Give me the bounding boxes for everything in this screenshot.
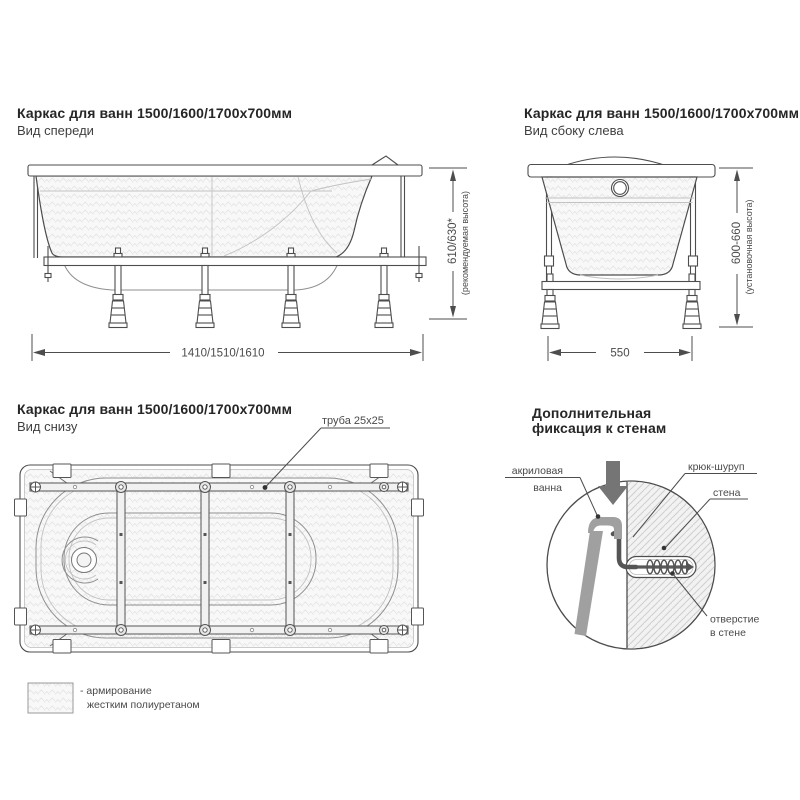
front-width-dimension xyxy=(32,334,423,361)
side-view-subtitle: Вид сбоку слева xyxy=(524,123,624,138)
front-legs xyxy=(109,266,393,328)
side-height-dimension xyxy=(719,168,754,327)
hole-label-line1: отверстие xyxy=(710,613,760,626)
fixation-title-line2: фиксация к стенам xyxy=(532,420,667,436)
bottom-view-title: Каркас для ванн 1500/1600/1700x700мм xyxy=(17,401,293,417)
legend xyxy=(28,683,200,713)
side-legs xyxy=(541,290,701,329)
front-height-dimension xyxy=(429,168,470,319)
front-headrest-bump xyxy=(372,156,398,165)
side-rim xyxy=(528,165,715,178)
front-view-title: Каркас для ванн 1500/1600/1700x700мм xyxy=(17,105,293,121)
hook-label: крюк-шуруп xyxy=(688,461,745,473)
side-height-dimension-text: 600-660 xyxy=(731,221,743,265)
bottom-view-subtitle: Вид снизу xyxy=(17,419,78,434)
front-height-dimension-text: 610/630* xyxy=(447,217,459,265)
front-rim xyxy=(28,165,422,176)
hole-label-line2: в стене xyxy=(710,627,746,639)
front-width-dimension-text: 1410/1510/1610 xyxy=(181,347,265,360)
side-width-dimension xyxy=(548,336,692,361)
legend-text-line1: - армирование xyxy=(80,685,152,697)
fixation-title-line1: Дополнительная xyxy=(532,405,652,421)
bottom-view-drawing xyxy=(15,415,424,653)
front-height-dimension-note: (рекомендуемая высота) xyxy=(460,190,470,296)
wall-label: стена xyxy=(713,487,741,499)
front-view-subtitle: Вид спереди xyxy=(17,123,94,138)
wall-fixation-detail xyxy=(505,461,759,652)
side-frame-rail xyxy=(542,274,700,290)
legend-text-line2: жестким полиуретаном xyxy=(87,699,200,711)
side-height-dimension-note: (установочная высота) xyxy=(744,199,754,295)
acrylic-label-line1: акриловая xyxy=(511,465,563,477)
side-width-dimension-text: 550 xyxy=(610,347,630,360)
acrylic-label-line2: ванна xyxy=(533,482,562,494)
side-overflow-hole xyxy=(612,180,629,197)
side-view-title: Каркас для ванн 1500/1600/1700x700мм xyxy=(524,105,800,121)
side-view-drawing xyxy=(528,157,754,361)
legend-hatch-swatch xyxy=(28,683,73,713)
front-view-drawing xyxy=(28,156,470,361)
pipe-label: труба 25x25 xyxy=(322,415,384,427)
